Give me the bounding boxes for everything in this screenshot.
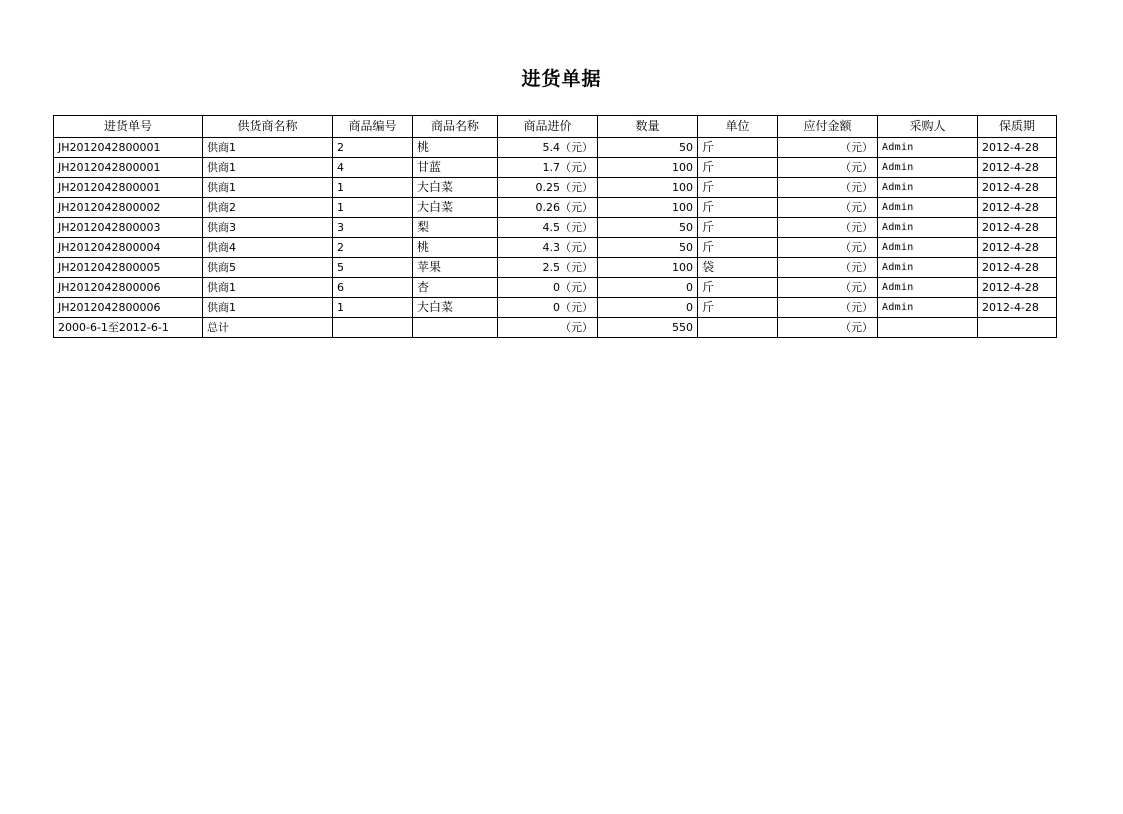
cell-shelf-life: 2012-4-28 — [978, 178, 1057, 198]
cell-price: 0（元） — [498, 298, 598, 318]
cell-amount: （元） — [778, 278, 878, 298]
cell-amount: （元） — [778, 238, 878, 258]
cell-supplier: 供商1 — [203, 138, 333, 158]
cell-item-no: 3 — [333, 218, 413, 238]
cell-item-name: 桃 — [413, 238, 498, 258]
cell-price: 4.3（元） — [498, 238, 598, 258]
cell-supplier: 供商1 — [203, 278, 333, 298]
cell-price: 1.7（元） — [498, 158, 598, 178]
cell-shelf-life: 2012-4-28 — [978, 298, 1057, 318]
total-amount: （元） — [778, 318, 878, 338]
cell-item-name: 桃 — [413, 138, 498, 158]
cell-shelf-life: 2012-4-28 — [978, 278, 1057, 298]
cell-item-name: 苹果 — [413, 258, 498, 278]
cell-price: 0.26（元） — [498, 198, 598, 218]
purchase-table — [53, 115, 1057, 338]
cell-supplier: 供商3 — [203, 218, 333, 238]
header-buyer: 采购人 — [878, 116, 978, 138]
cell-unit: 袋 — [698, 258, 778, 278]
cell-order-no: JH2012042800001 — [54, 158, 203, 178]
total-qty: 550 — [598, 318, 698, 338]
cell-amount: （元） — [778, 158, 878, 178]
cell-order-no: JH2012042800005 — [54, 258, 203, 278]
cell-buyer: Admin — [878, 238, 978, 258]
total-price: （元） — [498, 318, 598, 338]
cell-shelf-life: 2012-4-28 — [978, 258, 1057, 278]
cell-unit: 斤 — [698, 178, 778, 198]
cell-supplier: 供商2 — [203, 198, 333, 218]
cell-qty: 100 — [598, 158, 698, 178]
cell-buyer: Admin — [878, 258, 978, 278]
cell-supplier: 供商4 — [203, 238, 333, 258]
header-item-no: 商品编号 — [333, 116, 413, 138]
table-row — [54, 238, 1057, 258]
table-row — [54, 198, 1057, 218]
header-shelf-life: 保质期 — [978, 116, 1057, 138]
cell-item-no: 6 — [333, 278, 413, 298]
cell-order-no: JH2012042800004 — [54, 238, 203, 258]
cell-shelf-life: 2012-4-28 — [978, 138, 1057, 158]
cell-buyer: Admin — [878, 298, 978, 318]
cell-item-no: 1 — [333, 198, 413, 218]
cell-item-name: 大白菜 — [413, 178, 498, 198]
cell-amount: （元） — [778, 258, 878, 278]
cell-unit: 斤 — [698, 198, 778, 218]
cell-qty: 100 — [598, 198, 698, 218]
cell-shelf-life: 2012-4-28 — [978, 198, 1057, 218]
cell-item-no: 4 — [333, 158, 413, 178]
table-row — [54, 158, 1057, 178]
cell-buyer: Admin — [878, 178, 978, 198]
table-row — [54, 258, 1057, 278]
cell-buyer: Admin — [878, 218, 978, 238]
cell-item-name: 甘蓝 — [413, 158, 498, 178]
cell-item-name: 杏 — [413, 278, 498, 298]
cell-item-name: 梨 — [413, 218, 498, 238]
cell-qty: 50 — [598, 218, 698, 238]
cell-shelf-life: 2012-4-28 — [978, 158, 1057, 178]
table-row — [54, 218, 1057, 238]
cell-order-no: JH2012042800001 — [54, 178, 203, 198]
cell-price: 5.4（元） — [498, 138, 598, 158]
cell-qty: 0 — [598, 278, 698, 298]
cell-qty: 100 — [598, 258, 698, 278]
total-item-name — [413, 318, 498, 338]
cell-order-no: JH2012042800001 — [54, 138, 203, 158]
cell-shelf-life: 2012-4-28 — [978, 218, 1057, 238]
cell-amount: （元） — [778, 218, 878, 238]
cell-unit: 斤 — [698, 278, 778, 298]
header-unit: 单位 — [698, 116, 778, 138]
cell-buyer: Admin — [878, 198, 978, 218]
header-qty: 数量 — [598, 116, 698, 138]
cell-supplier: 供商1 — [203, 158, 333, 178]
cell-supplier: 供商1 — [203, 178, 333, 198]
cell-order-no: JH2012042800006 — [54, 298, 203, 318]
table-row — [54, 278, 1057, 298]
cell-amount: （元） — [778, 198, 878, 218]
cell-item-name: 大白菜 — [413, 198, 498, 218]
cell-price: 0（元） — [498, 278, 598, 298]
total-buyer — [878, 318, 978, 338]
cell-item-name: 大白菜 — [413, 298, 498, 318]
total-date-range: 2000-6-1至2012-6-1 — [54, 318, 203, 338]
cell-order-no: JH2012042800003 — [54, 218, 203, 238]
header-amount: 应付金额 — [778, 116, 878, 138]
header-price: 商品进价 — [498, 116, 598, 138]
cell-buyer: Admin — [878, 138, 978, 158]
cell-qty: 100 — [598, 178, 698, 198]
cell-supplier: 供商1 — [203, 298, 333, 318]
cell-unit: 斤 — [698, 238, 778, 258]
cell-price: 0.25（元） — [498, 178, 598, 198]
cell-unit: 斤 — [698, 218, 778, 238]
cell-item-no: 1 — [333, 178, 413, 198]
table-header-row — [54, 116, 1057, 138]
header-order-no: 进货单号 — [54, 116, 203, 138]
cell-buyer: Admin — [878, 158, 978, 178]
cell-amount: （元） — [778, 298, 878, 318]
table-row — [54, 298, 1057, 318]
table-row — [54, 138, 1057, 158]
cell-item-no: 1 — [333, 298, 413, 318]
cell-unit: 斤 — [698, 298, 778, 318]
total-shelf-life — [978, 318, 1057, 338]
cell-buyer: Admin — [878, 278, 978, 298]
cell-order-no: JH2012042800006 — [54, 278, 203, 298]
total-label: 总计 — [203, 318, 333, 338]
report-title: 进货单据 — [521, 68, 602, 90]
total-unit — [698, 318, 778, 338]
cell-amount: （元） — [778, 138, 878, 158]
total-row — [54, 318, 1057, 338]
cell-item-no: 2 — [333, 138, 413, 158]
cell-qty: 0 — [598, 298, 698, 318]
cell-order-no: JH2012042800002 — [54, 198, 203, 218]
header-item-name: 商品名称 — [413, 116, 498, 138]
cell-unit: 斤 — [698, 158, 778, 178]
total-item-no — [333, 318, 413, 338]
table-row — [54, 178, 1057, 198]
cell-supplier: 供商5 — [203, 258, 333, 278]
cell-price: 4.5（元） — [498, 218, 598, 238]
cell-amount: （元） — [778, 178, 878, 198]
cell-item-no: 2 — [333, 238, 413, 258]
cell-qty: 50 — [598, 138, 698, 158]
cell-shelf-life: 2012-4-28 — [978, 238, 1057, 258]
cell-qty: 50 — [598, 238, 698, 258]
cell-price: 2.5（元） — [498, 258, 598, 278]
cell-item-no: 5 — [333, 258, 413, 278]
header-supplier: 供货商名称 — [203, 116, 333, 138]
cell-unit: 斤 — [698, 138, 778, 158]
